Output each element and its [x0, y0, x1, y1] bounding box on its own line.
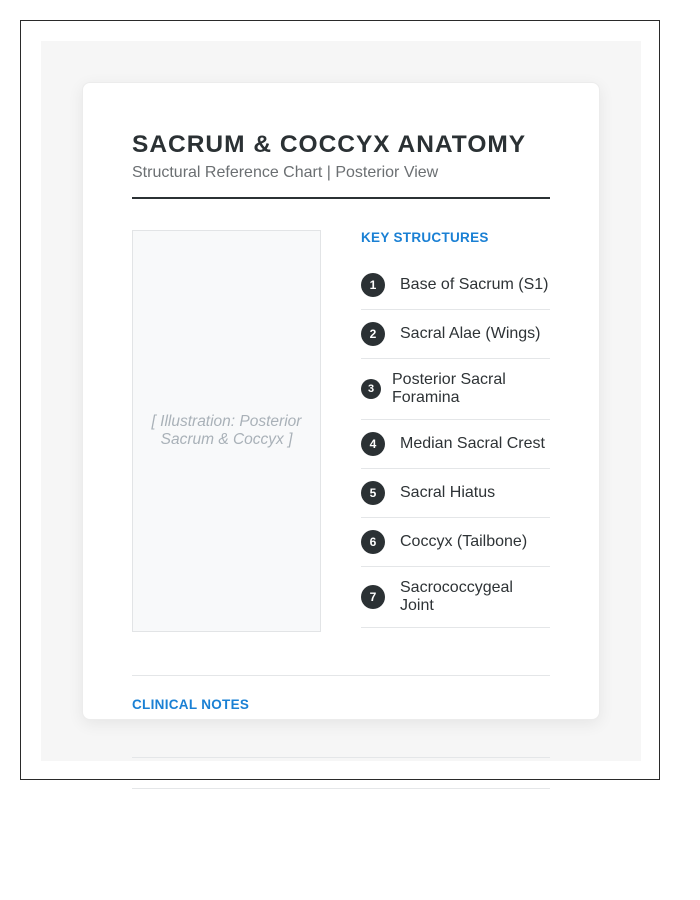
structure-label: Posterior Sacral Foramina — [392, 371, 506, 406]
number-badge: 7 — [361, 585, 385, 609]
number-badge: 2 — [361, 322, 385, 346]
overflow-divider-1 — [132, 757, 550, 758]
structure-label: Sacral Hiatus — [400, 484, 496, 501]
illustration-placeholder-text: [ Illustration: Posterior Sacrum & Coccyx ] — [151, 413, 302, 448]
structure-label: Coccyx (Tailbone) — [400, 533, 528, 550]
number-badge: 3 — [361, 379, 381, 399]
number-badge: 1 — [361, 273, 385, 297]
structure-item-6 — [361, 518, 550, 567]
structure-label: Sacrococcygeal Joint — [400, 579, 513, 614]
structure-label: Sacral Alae (Wings) — [400, 325, 541, 342]
number-badge: 4 — [361, 432, 385, 456]
number-badge: 6 — [361, 530, 385, 554]
structure-item-7 — [361, 567, 550, 628]
structure-item-1 — [361, 261, 550, 310]
clinical-notes-heading: CLINICAL NOTES — [132, 697, 250, 712]
structure-label: Base of Sacrum (S1) — [400, 276, 549, 293]
page-title: SACRUM & COCCYX ANATOMY — [132, 131, 527, 158]
page-subtitle: Structural Reference Chart | Posterior View — [132, 164, 439, 181]
title-divider — [132, 197, 550, 199]
structure-item-2 — [361, 310, 550, 359]
illustration-placeholder — [132, 230, 321, 632]
structure-label: Median Sacral Crest — [400, 435, 545, 452]
structure-item-3 — [361, 359, 550, 420]
structure-item-5 — [361, 469, 550, 518]
overflow-divider-2 — [132, 788, 550, 789]
structure-item-4 — [361, 420, 550, 469]
key-structures-heading: KEY STRUCTURES — [361, 230, 489, 245]
key-structures-list — [361, 261, 550, 628]
number-badge: 5 — [361, 481, 385, 505]
section-divider — [132, 675, 550, 676]
